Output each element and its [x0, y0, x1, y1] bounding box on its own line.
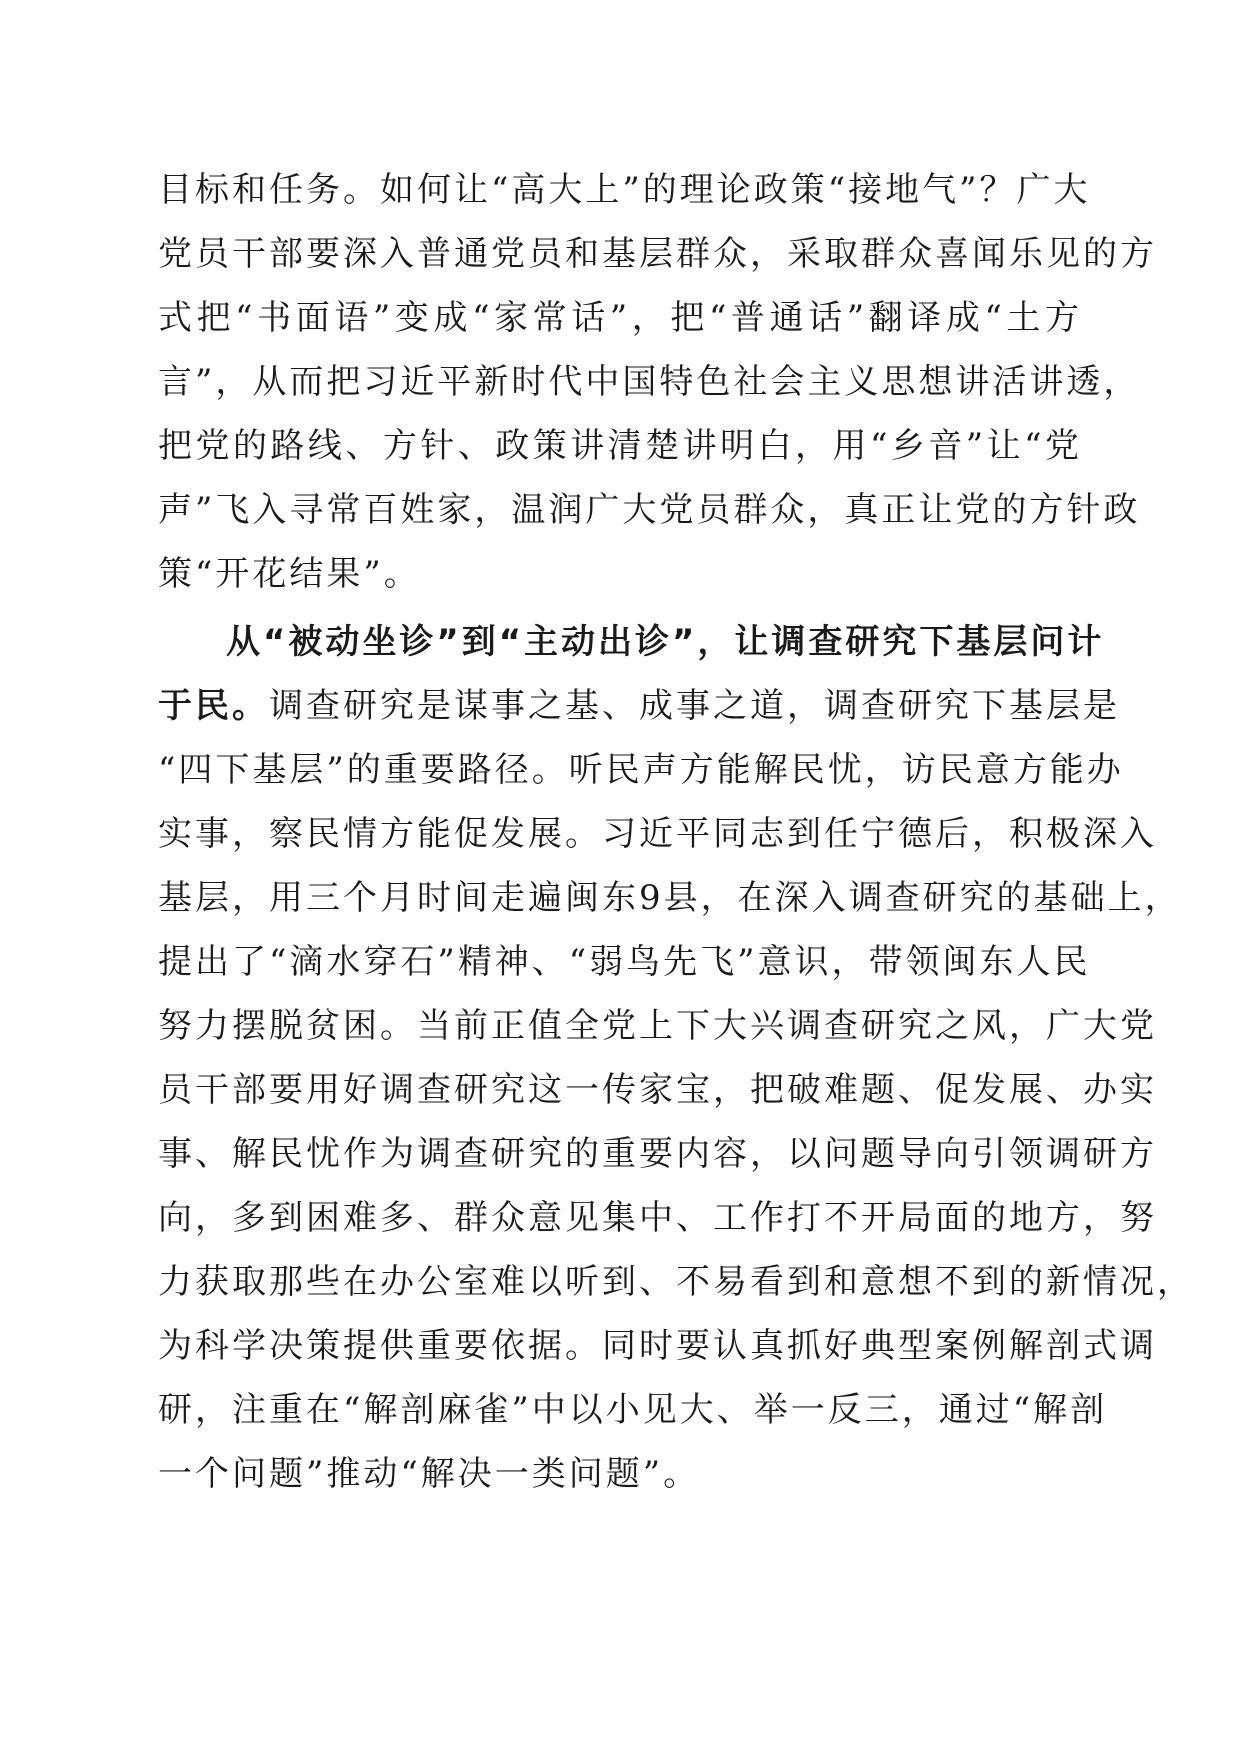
paragraph-line: 实事，察民情方能促发展。习近平同志到任宁德后，积极深入 — [158, 814, 1157, 854]
paragraph-line: 努力摆脱贫困。当前正值全党上下大兴调查研究之风，广大党 — [158, 1006, 1157, 1046]
section-heading-continuation — [158, 676, 1120, 736]
paragraph-line: 力获取那些在办公室难以听到、不易看到和意想不到的新情况， — [158, 1262, 1194, 1302]
paragraph-line: 策“开花结果”。 — [158, 554, 421, 594]
paragraph-line: 把党的路线、方针、政策讲清楚讲明白，用“乡音”让“党 — [158, 426, 1082, 466]
paragraph-line: 事、解民忧作为调查研究的重要内容，以问题导向引领调研方 — [158, 1134, 1157, 1174]
paragraph-line: 员干部要用好调查研究这一传家宝，把破难题、促发展、办实 — [158, 1070, 1157, 1110]
paragraph-line: 基层，用三个月时间走遍闽东9县，在深入调查研究的基础上， — [158, 878, 1182, 918]
section-heading-end: 于民。 — [158, 686, 269, 726]
paragraph-line: 党员干部要深入普通党员和基层群众，采取群众喜闻乐见的方 — [158, 234, 1157, 274]
paragraph-line: “四下基层”的重要路径。听民声方能解民忧，访民意方能办 — [158, 750, 1124, 790]
paragraph-line: 为科学决策提供重要依据。同时要认真抓好典型案例解剖式调 — [158, 1326, 1157, 1366]
paragraph-line: 一个问题”推动“解决一类问题”。 — [158, 1454, 701, 1494]
paragraph-line: 向，多到困难多、群众意见集中、工作打不开局面的地方，努 — [158, 1198, 1157, 1238]
paragraph-line: 目标和任务。如何让“高大上”的理论政策“接地气”？广大 — [158, 170, 1091, 210]
paragraph-line: 言”，从而把习近平新时代中国特色社会主义思想讲活讲透， — [158, 362, 1141, 402]
paragraph-line: 研，注重在“解剖麻雀”中以小见大、举一反三，通过“解剖 — [158, 1390, 1108, 1430]
section-heading: 从“被动坐诊”到“主动出诊”，让调查研究下基层问计 — [226, 622, 1105, 662]
paragraph-line: 式把“书面语”变成“家常话”，把“普通话”翻译成“土方 — [158, 298, 1082, 338]
paragraph-text: 调查研究是谋事之基、成事之道，调查研究下基层是 — [269, 686, 1120, 726]
paragraph-line: 声”飞入寻常百姓家，温润广大党员群众，真正让党的方针政 — [158, 490, 1141, 530]
paragraph-line: 提出了“滴水穿石”精神、“弱鸟先飞”意识，带领闽东人民 — [158, 942, 1091, 982]
